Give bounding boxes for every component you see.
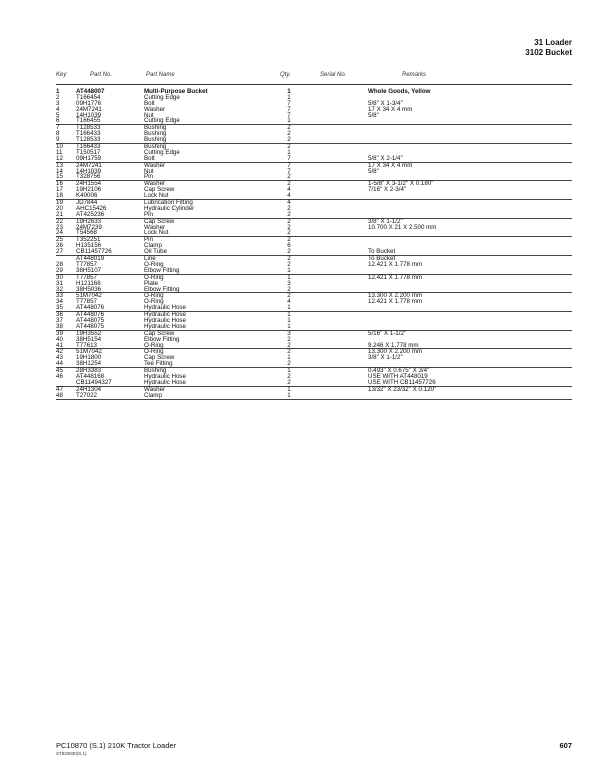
row-part-name: Cap Screw bbox=[144, 354, 175, 362]
row-remarks: 5/8" X 1-3/4" bbox=[368, 99, 403, 107]
row-key: 23 bbox=[56, 223, 63, 231]
row-part-no: 38H5036 bbox=[76, 285, 102, 293]
table-row bbox=[56, 324, 572, 330]
row-part-name: Washer bbox=[144, 223, 166, 231]
row-qty: 2 bbox=[287, 360, 291, 368]
row-qty: 2 bbox=[287, 204, 291, 212]
row-part-no: 38H1254 bbox=[76, 360, 102, 368]
row-key: 5 bbox=[56, 111, 60, 119]
row-part-name: O-Ring bbox=[144, 292, 164, 300]
row-key: 22 bbox=[56, 217, 63, 225]
row-qty: 7 bbox=[287, 167, 291, 175]
row-part-no: T77857 bbox=[76, 260, 97, 268]
row-remarks: 3/8" X 1-1/2" bbox=[368, 217, 403, 225]
row-qty: 3 bbox=[287, 329, 291, 337]
row-part-name: O-Ring bbox=[144, 260, 164, 268]
row-key: 20 bbox=[56, 204, 63, 212]
row-part-no: 28H3383 bbox=[76, 367, 102, 375]
row-part-no: 19H2106 bbox=[76, 186, 102, 194]
row-part-no: 09H1759 bbox=[76, 154, 102, 162]
row-part-no: T77613 bbox=[76, 341, 97, 349]
row-part-name: Bushing bbox=[144, 124, 167, 132]
table-row bbox=[56, 361, 572, 367]
table-row bbox=[56, 268, 572, 274]
row-remarks: 13.300 X 2.200 mm bbox=[368, 292, 423, 300]
row-part-no: T328756 bbox=[76, 173, 101, 181]
row-part-no: 38H5107 bbox=[76, 266, 102, 274]
row-part-no: AT448168 bbox=[76, 372, 105, 380]
row-remarks: To Bucket bbox=[368, 248, 396, 256]
row-part-name: Hydraulic Hose bbox=[144, 316, 186, 324]
row-part-no: 19H2633 bbox=[76, 217, 102, 225]
row-qty: 2 bbox=[287, 143, 291, 151]
row-key: 26 bbox=[56, 242, 63, 250]
col-part-no: Part No. bbox=[90, 72, 113, 78]
part-group bbox=[56, 237, 572, 256]
row-part-name: Nut bbox=[144, 111, 154, 119]
row-remarks: USE WITH AT448019 bbox=[368, 372, 428, 380]
row-key: 37 bbox=[56, 316, 63, 324]
row-part-name: Lock Nut bbox=[144, 192, 169, 200]
row-key: 36 bbox=[56, 311, 63, 319]
row-qty: 7 bbox=[287, 154, 291, 162]
row-key: 14 bbox=[56, 167, 63, 175]
row-key: 6 bbox=[56, 117, 60, 125]
part-group bbox=[56, 181, 572, 200]
row-qty: 7 bbox=[287, 105, 291, 113]
row-part-name: O-Ring bbox=[144, 348, 164, 356]
row-key: 8 bbox=[56, 130, 60, 138]
table-row bbox=[56, 156, 572, 162]
part-group bbox=[56, 219, 572, 238]
row-part-name: Pin bbox=[144, 173, 153, 181]
row-part-no: AT448007 bbox=[76, 88, 105, 95]
row-part-no: AT448076 bbox=[76, 304, 105, 312]
row-remarks: 10.700 X 21 X 2.500 mm bbox=[368, 223, 437, 231]
row-key: 33 bbox=[56, 292, 63, 300]
row-qty: 4 bbox=[287, 298, 291, 306]
row-qty: 4 bbox=[287, 186, 291, 194]
row-key: 24 bbox=[56, 229, 63, 237]
row-key: 17 bbox=[56, 186, 63, 194]
row-part-no: 38H5154 bbox=[76, 335, 102, 343]
row-part-no: 14H1039 bbox=[76, 167, 102, 175]
row-key: 45 bbox=[56, 367, 63, 375]
row-part-name: Washer bbox=[144, 161, 166, 169]
row-part-no: JD7844 bbox=[76, 199, 98, 207]
row-part-no: T352251 bbox=[76, 236, 101, 244]
row-key: 18 bbox=[56, 192, 63, 200]
part-group bbox=[56, 256, 572, 275]
row-part-name: Clamp bbox=[144, 242, 162, 250]
row-remarks: 5/8" bbox=[368, 111, 379, 119]
row-key: 7 bbox=[56, 124, 60, 132]
row-part-name: Hydraulic Hose bbox=[144, 311, 186, 319]
row-part-name: Hydraulic Hose bbox=[144, 322, 186, 330]
row-part-name: Lock Nut bbox=[144, 229, 169, 237]
row-key: 27 bbox=[56, 248, 63, 256]
row-part-no: AHC15426 bbox=[76, 204, 107, 212]
col-serial-no: Serial No. bbox=[320, 72, 347, 78]
page-number: 607 bbox=[559, 741, 572, 750]
row-qty: 2 bbox=[287, 124, 291, 132]
row-remarks: 0.493" X 0.675" X 3/4" bbox=[368, 367, 430, 375]
row-part-name: Hydraulic Hose bbox=[144, 378, 186, 386]
row-remarks: 17 X 34 X 4 mm bbox=[368, 161, 413, 169]
row-key: 47 bbox=[56, 385, 63, 393]
row-part-no: CB11457726 bbox=[76, 248, 112, 256]
row-key: 19 bbox=[56, 199, 63, 207]
row-part-name: Washer bbox=[144, 180, 166, 188]
row-part-name: Elbow Fitting bbox=[144, 335, 180, 343]
part-group bbox=[56, 144, 572, 163]
row-part-name: Lubrication Fitting bbox=[144, 199, 193, 207]
row-remarks: 5/8" bbox=[368, 167, 379, 175]
row-part-name: Cutting Edge bbox=[144, 93, 180, 101]
row-remarks: 12.421 X 1.778 mm bbox=[368, 298, 423, 306]
table-row bbox=[56, 118, 572, 124]
row-part-no: T128533 bbox=[76, 124, 101, 132]
row-qty: 1 bbox=[287, 367, 291, 375]
part-group bbox=[56, 293, 572, 312]
row-qty: 2 bbox=[287, 292, 291, 300]
part-group bbox=[56, 349, 572, 368]
row-part-name: Hydraulic Hose bbox=[144, 304, 186, 312]
row-key: 41 bbox=[56, 341, 63, 349]
row-part-name: Bushing bbox=[144, 143, 167, 151]
section-title: 31 Loader bbox=[534, 38, 572, 47]
row-qty: 2 bbox=[287, 285, 291, 293]
row-key: 46 bbox=[56, 372, 63, 380]
row-part-no: T166433 bbox=[76, 143, 101, 151]
row-qty: 1 bbox=[287, 391, 291, 399]
row-qty: 7 bbox=[287, 111, 291, 119]
table-row bbox=[56, 230, 572, 236]
row-remarks: 5/8" X 2-1/4" bbox=[368, 154, 403, 162]
row-qty: 1 bbox=[287, 148, 291, 156]
row-part-name: Elbow Fitting bbox=[144, 266, 180, 274]
row-part-no: 24H1554 bbox=[76, 180, 102, 188]
table-row bbox=[56, 343, 572, 349]
row-qty: 2 bbox=[287, 348, 291, 356]
row-part-no: T128533 bbox=[76, 136, 101, 144]
table-row bbox=[56, 137, 572, 143]
row-part-no: T166455 bbox=[76, 117, 101, 125]
row-qty: 2 bbox=[287, 248, 291, 256]
row-qty: 1 bbox=[287, 322, 291, 330]
footer-sub: ST833930(S.1) bbox=[56, 751, 87, 756]
col-key: Key bbox=[56, 72, 67, 78]
row-part-no: H135156 bbox=[76, 242, 102, 250]
row-part-name: Hydraulic Hose bbox=[144, 372, 186, 380]
row-part-no: 51M7042 bbox=[76, 348, 102, 356]
row-key: 13 bbox=[56, 161, 63, 169]
row-part-name: Multi-Purpose Bucket bbox=[144, 88, 208, 95]
row-remarks: 5/16" X 1-1/2" bbox=[368, 329, 407, 337]
row-qty: 2 bbox=[287, 378, 291, 386]
row-part-name: Cutting Edge bbox=[144, 117, 180, 125]
row-part-name: Plate bbox=[144, 279, 159, 287]
row-remarks: 13/32" X 23/32" X 0.120" bbox=[368, 385, 437, 393]
row-part-name: Nut bbox=[144, 167, 154, 175]
row-part-no: T27022 bbox=[76, 391, 97, 399]
row-qty: 2 bbox=[287, 210, 291, 218]
row-key: 31 bbox=[56, 279, 63, 287]
table-row bbox=[56, 393, 572, 399]
row-part-no: 51M7042 bbox=[76, 292, 102, 300]
row-part-name: Cap Screw bbox=[144, 186, 175, 194]
row-part-name: Washer bbox=[144, 385, 166, 393]
row-part-no: T150517 bbox=[76, 148, 101, 156]
row-part-name: Hydraulic Cylinder bbox=[144, 204, 195, 212]
header-rule bbox=[56, 84, 572, 85]
row-remarks: 13.300 X 2.200 mm bbox=[368, 348, 423, 356]
row-key: 3 bbox=[56, 99, 60, 107]
row-part-no: T77857 bbox=[76, 273, 97, 281]
row-part-no: T77857 bbox=[76, 298, 97, 306]
part-group bbox=[56, 331, 572, 350]
row-qty: 1 bbox=[287, 93, 291, 101]
col-part-name: Part Name bbox=[146, 72, 175, 78]
row-part-no: 24H1304 bbox=[76, 385, 102, 393]
row-key: 48 bbox=[56, 391, 63, 399]
row-part-name: Bushing bbox=[144, 136, 167, 144]
row-qty: 1 bbox=[287, 117, 291, 125]
row-key: 10 bbox=[56, 143, 63, 151]
row-part-name: Bushing bbox=[144, 367, 167, 375]
col-remarks: Remarks bbox=[402, 72, 427, 78]
row-qty: 1 bbox=[287, 311, 291, 319]
row-key: 30 bbox=[56, 273, 63, 281]
row-qty: 1 bbox=[287, 273, 291, 281]
row-part-no: AT448076 bbox=[76, 311, 105, 319]
row-part-no: CB11494327 bbox=[76, 378, 112, 386]
row-qty: 2 bbox=[287, 223, 291, 231]
row-key: 15 bbox=[56, 173, 63, 181]
part-group bbox=[56, 275, 572, 294]
row-qty: 2 bbox=[287, 372, 291, 380]
row-qty: 2 bbox=[287, 173, 291, 181]
row-part-name: Bolt bbox=[144, 154, 155, 162]
part-group bbox=[56, 200, 572, 219]
row-qty: 2 bbox=[287, 229, 291, 237]
row-qty: 1 bbox=[287, 316, 291, 324]
row-part-name: Oil Tube bbox=[144, 248, 168, 256]
table-row bbox=[56, 174, 572, 180]
row-key: 29 bbox=[56, 266, 63, 274]
row-part-no: AT448019 bbox=[76, 255, 105, 263]
subsection-title: 3102 Bucket bbox=[525, 48, 572, 57]
row-qty: 4 bbox=[287, 199, 291, 207]
row-key: 4 bbox=[56, 105, 60, 113]
row-part-name: Cutting Edge bbox=[144, 148, 180, 156]
section-header bbox=[525, 38, 572, 58]
row-part-name: Cap Screw bbox=[144, 329, 175, 337]
row-qty: 6 bbox=[287, 242, 291, 250]
row-remarks: 7/16" X 2-3/4" bbox=[368, 186, 407, 194]
table-row bbox=[56, 212, 572, 218]
row-part-name: Line bbox=[144, 255, 156, 263]
table-row bbox=[56, 380, 572, 386]
row-part-no: K40006 bbox=[76, 192, 98, 200]
row-qty: 1 bbox=[287, 304, 291, 312]
row-qty: 7 bbox=[287, 161, 291, 169]
row-part-no: 19H3552 bbox=[76, 329, 102, 337]
row-key: 40 bbox=[56, 335, 63, 343]
row-remarks: To Bucket bbox=[368, 255, 396, 263]
row-part-name: Tee Fitting bbox=[144, 360, 173, 368]
row-remarks: 12.421 X 1.778 mm bbox=[368, 260, 423, 268]
row-remarks: USE WITH CB11457726 bbox=[368, 378, 436, 386]
table-row bbox=[56, 287, 572, 293]
row-key: 32 bbox=[56, 285, 63, 293]
row-qty: 2 bbox=[287, 341, 291, 349]
row-key: 12 bbox=[56, 154, 63, 162]
row-qty: 3 bbox=[287, 279, 291, 287]
row-qty: 2 bbox=[287, 180, 291, 188]
row-part-name: Bolt bbox=[144, 99, 155, 107]
table-row bbox=[56, 249, 572, 255]
row-part-no: 19H1800 bbox=[76, 354, 102, 362]
row-key: 34 bbox=[56, 298, 63, 306]
row-part-no: T166454 bbox=[76, 93, 101, 101]
row-qty: 1 bbox=[287, 88, 291, 95]
part-group bbox=[56, 125, 572, 144]
row-part-name: O-Ring bbox=[144, 298, 164, 306]
row-remarks: Whole Goods, Yellow bbox=[368, 88, 431, 95]
part-group bbox=[56, 312, 572, 331]
row-key: 35 bbox=[56, 304, 63, 312]
row-qty: 2 bbox=[287, 255, 291, 263]
row-part-no: AT448075 bbox=[76, 322, 105, 330]
row-part-name: O-Ring bbox=[144, 273, 164, 281]
row-key: 1 bbox=[56, 88, 60, 95]
row-key: 2 bbox=[56, 93, 60, 101]
row-part-no: T54568 bbox=[76, 229, 97, 237]
part-group bbox=[56, 163, 572, 182]
row-part-no: 24M7241 bbox=[76, 105, 102, 113]
row-part-name: Pin bbox=[144, 236, 153, 244]
row-part-no: 24M7241 bbox=[76, 161, 102, 169]
row-key: 11 bbox=[56, 148, 63, 156]
row-part-no: H121168 bbox=[76, 279, 101, 287]
row-qty: 2 bbox=[287, 236, 291, 244]
part-group bbox=[56, 89, 572, 125]
row-part-no: 14H1039 bbox=[76, 111, 102, 119]
row-qty: 1 bbox=[287, 354, 291, 362]
footer-doc: PC10870 (S.1) 210K Tractor Loader bbox=[56, 741, 177, 750]
row-part-no: AT425236 bbox=[76, 210, 105, 218]
row-key: 28 bbox=[56, 260, 63, 268]
row-qty: 2 bbox=[287, 335, 291, 343]
row-qty: 1 bbox=[287, 266, 291, 274]
row-remarks: 12.421 X 1.778 mm bbox=[368, 273, 423, 281]
row-remarks: 3/8" X 1-1/2" bbox=[368, 354, 403, 362]
table-row bbox=[56, 193, 572, 199]
row-part-name: Bushing bbox=[144, 130, 167, 138]
row-part-no: 24M7239 bbox=[76, 223, 102, 231]
row-part-name: Pin bbox=[144, 210, 153, 218]
row-qty: 2 bbox=[287, 260, 291, 268]
row-part-name: Clamp bbox=[144, 391, 162, 399]
row-qty: 7 bbox=[287, 99, 291, 107]
row-remarks: 1-5/8" X 3-1/2" X 0.180" bbox=[368, 180, 434, 188]
col-qty: Qty. bbox=[280, 72, 291, 78]
row-qty: 2 bbox=[287, 136, 291, 144]
row-qty: 4 bbox=[287, 192, 291, 200]
row-part-no: AT448075 bbox=[76, 316, 105, 324]
row-key: 39 bbox=[56, 329, 63, 337]
parts-table bbox=[56, 89, 572, 400]
row-key: 25 bbox=[56, 236, 63, 244]
row-key: 43 bbox=[56, 354, 63, 362]
row-key: 21 bbox=[56, 210, 63, 218]
part-group bbox=[56, 387, 572, 400]
row-qty: 2 bbox=[287, 217, 291, 225]
row-part-no: 09H1776 bbox=[76, 99, 102, 107]
row-remarks: 17 X 34 X 4 mm bbox=[368, 105, 413, 113]
row-remarks: 9.246 X 1.778 mm bbox=[368, 341, 419, 349]
row-key: 44 bbox=[56, 360, 63, 368]
row-part-name: Washer bbox=[144, 105, 166, 113]
row-qty: 2 bbox=[287, 130, 291, 138]
row-key: 9 bbox=[56, 136, 60, 144]
table-row bbox=[56, 305, 572, 311]
row-key: 42 bbox=[56, 348, 63, 356]
part-group bbox=[56, 368, 572, 387]
row-part-name: Cap Screw bbox=[144, 217, 175, 225]
row-key: 38 bbox=[56, 322, 63, 330]
row-key: 16 bbox=[56, 180, 63, 188]
row-part-name: Elbow Fitting bbox=[144, 285, 180, 293]
row-part-no: T166433 bbox=[76, 130, 101, 138]
row-qty: 1 bbox=[287, 385, 291, 393]
row-part-name: O-Ring bbox=[144, 341, 164, 349]
